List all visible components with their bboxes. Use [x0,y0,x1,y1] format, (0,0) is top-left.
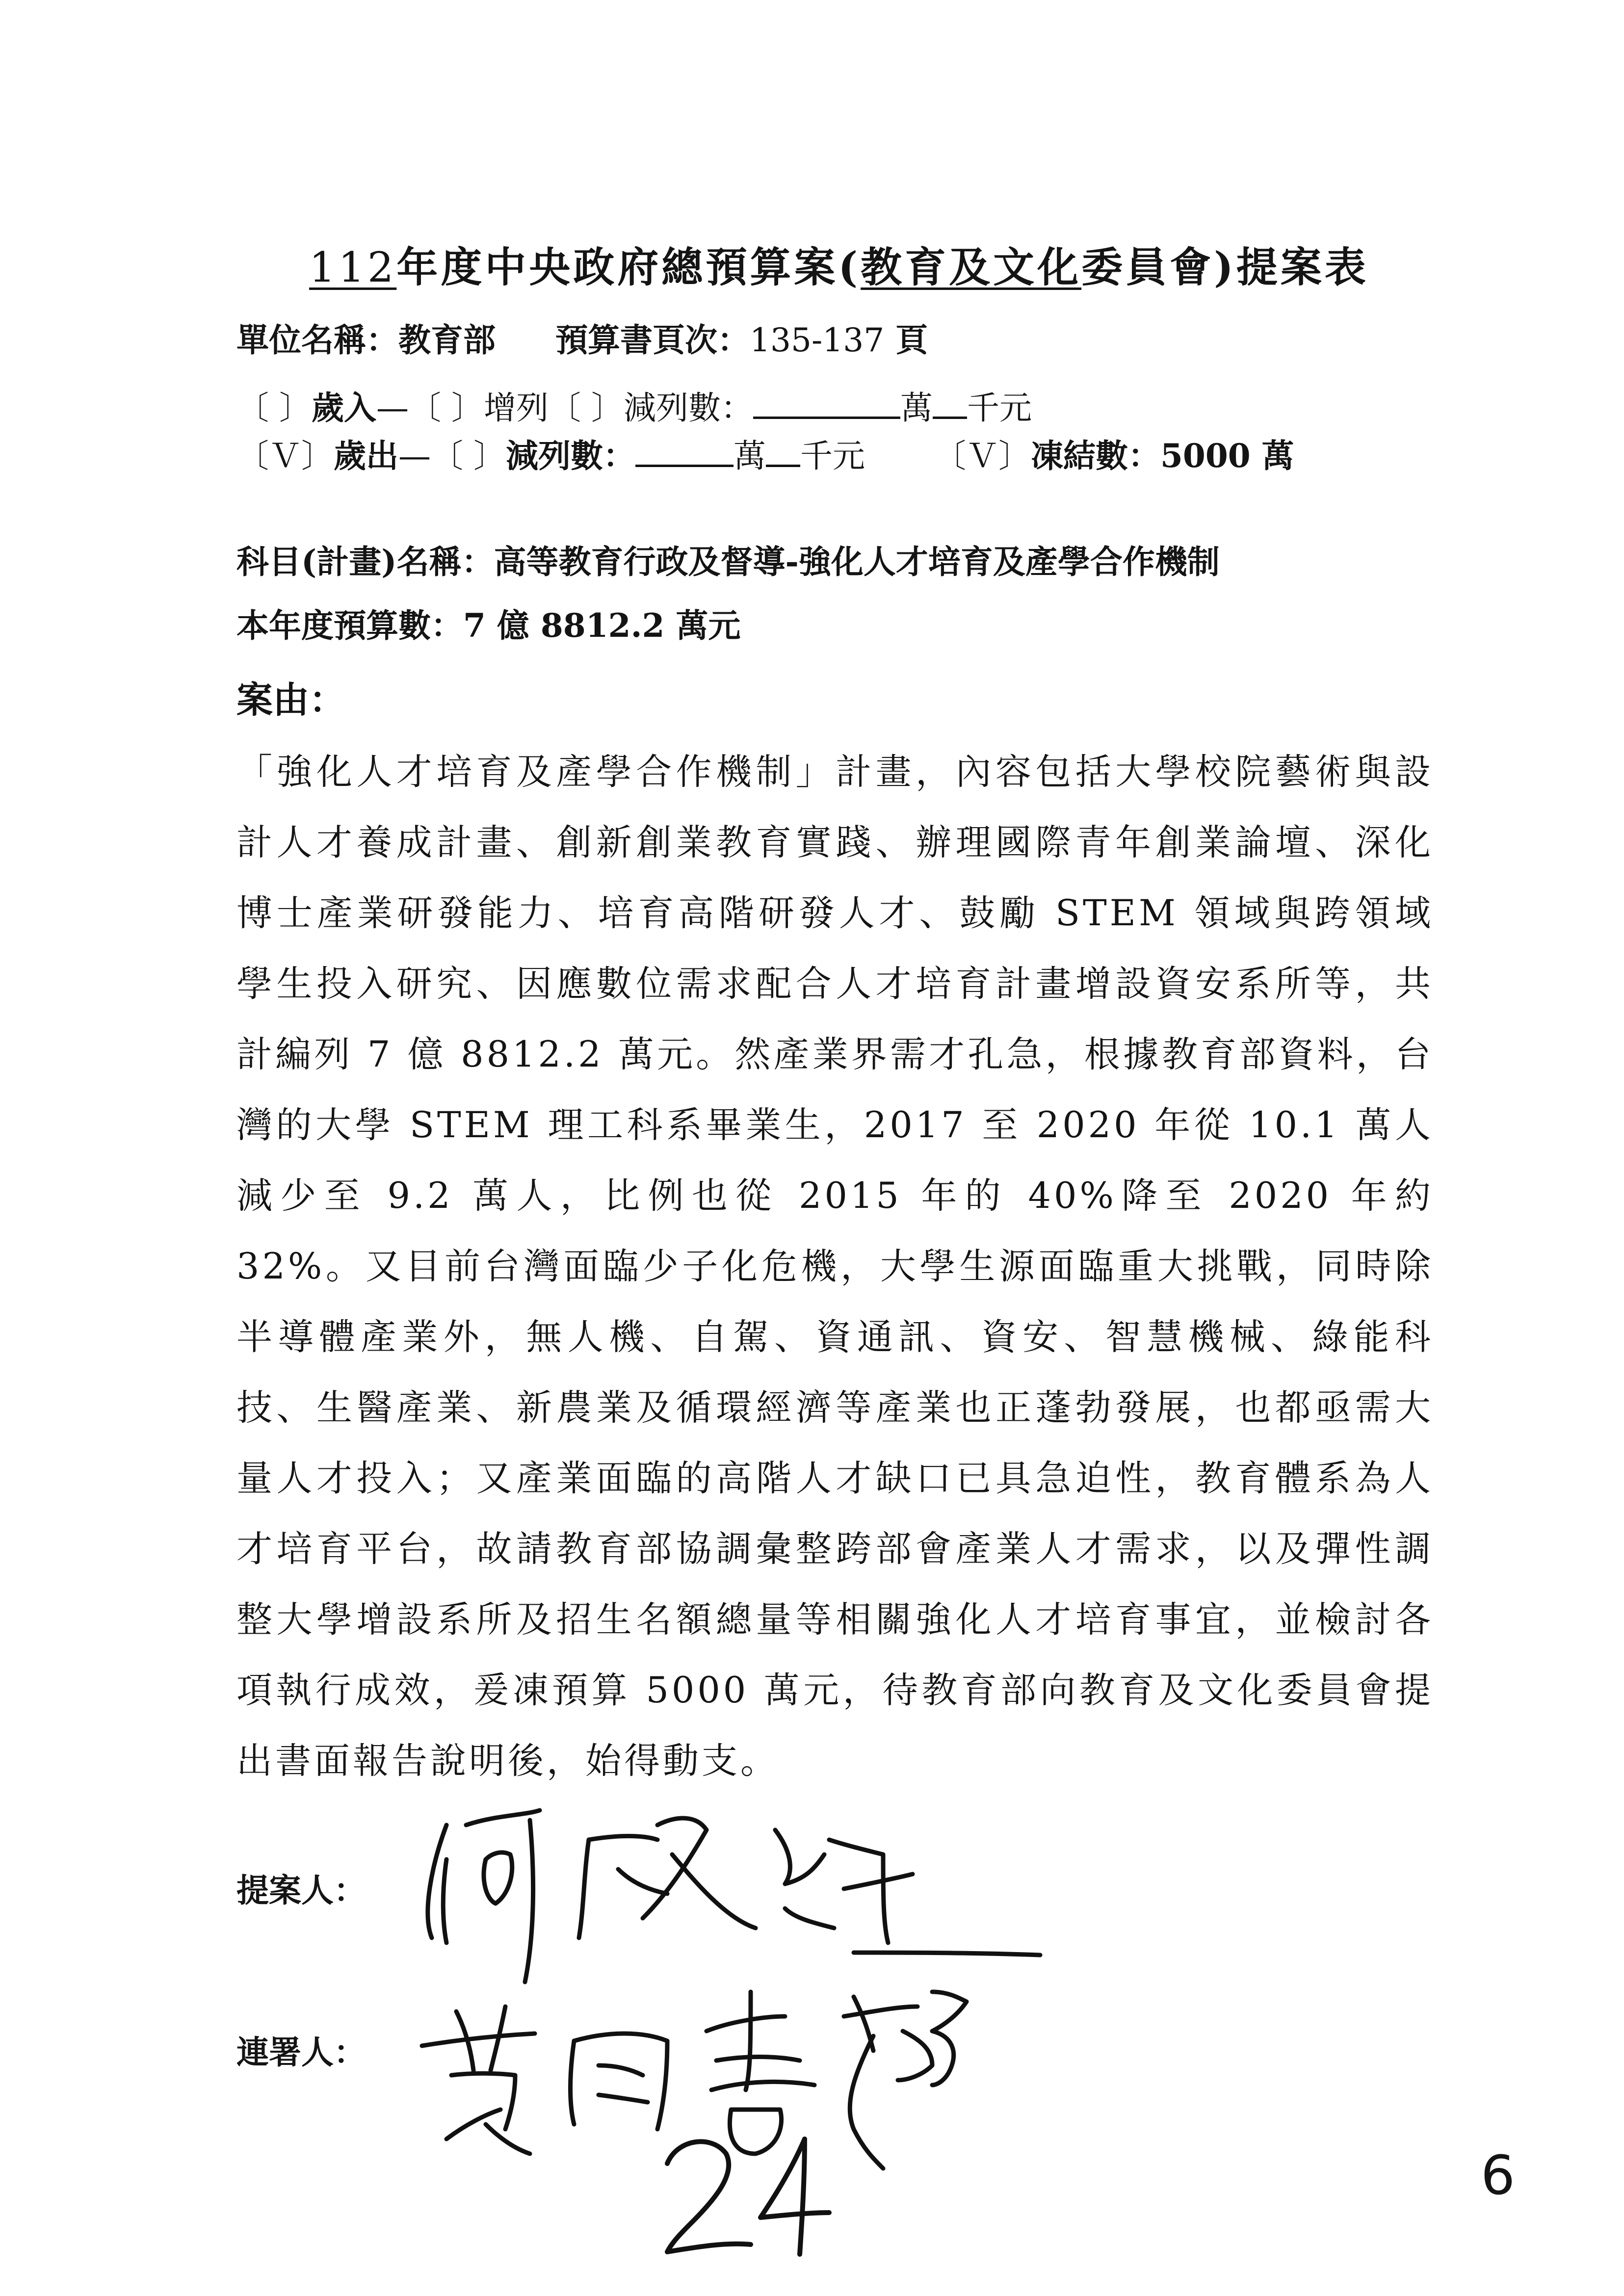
subject-line: 科目(計畫)名稱：高等教育行政及督導-強化人才培育及產學合作機制 [236,543,1220,581]
expense-qian-blank [766,437,800,467]
revenue-label: 歲入 [311,389,376,427]
reason-body: 「強化人才培育及產學合作機制」計畫，內容包括大學校院藝術與設計人才養成計畫、創新創業教育實踐、辦理國際青年創業論壇、深化博士產業研發能力、培育高階研發人才、鼓勵 STEM 領域與跨領域學生投入研究、因應數位需求配合人才培育計畫增設資安系所等，共計編列 7 億 8812.2 萬元。然產業界需才孔急，根據教育部資料，台灣的大學 STEM 理工科系畢業生，2017 至 2020 年從 10.1 萬人減少至 9.2 萬人，比例也從 2015 年的 40%降至 2020 年約 32%。又目前台灣面臨少子化危機，大學生源面臨重大挑戰，同時除半導體產業外，無人機、自駕、資通訊、資安、智慧機械、綠能科技、生醫產業、新農業及循環經濟等產業也正蓬勃發展，也都亟需大量人才投入；又產業面臨的高階人才缺口已具急迫性，教育體系為人才培育平台，故請教育部協調彙整跨部會產業人才需求，以及彈性調整大學增設系所及招生名額總量等相關強化人才培育事宜，並檢討各項執行成效，爰凍預算 5000 萬元，待教育部向教育及文化委員會提出書面報告說明後，始得動支。 [236,751,1434,1782]
expense-wan: 萬 [733,437,766,475]
budget-pages-value: 135-137 [749,321,885,359]
revenue-options: —〔 〕增列〔 〕減列數： [376,389,753,427]
title-year: 112 [309,243,397,291]
freeze-amount: 凍結數：5000 萬 [1030,437,1294,475]
handwritten-number [657,2129,834,2257]
expense-qianyuan: 千元 [800,437,865,475]
revenue-qianyuan: 千元 [967,389,1032,427]
expense-reduce: 減列數： [505,437,635,475]
budget-pages-unit: 頁 [884,321,928,359]
revenue-line [236,382,1032,428]
budget-pages-label: 預算書頁次： [555,321,750,359]
expense-options: —〔 〕 [398,437,506,475]
title-part1: 年度中央政府總預算案( [396,243,861,291]
revenue-checkbox: 〔 〕 [236,389,312,427]
title-part2: 委員會)提案表 [1081,243,1369,291]
reason-heading: 案由： [236,679,345,721]
proposer-label: 提案人： [236,1871,366,1909]
form-title [309,235,1369,294]
revenue-wan: 萬 [900,389,933,427]
revenue-qian-blank [933,389,967,419]
annual-budget: 本年度預算數：7 億 8812.2 萬元 [236,606,741,645]
expense-label: 歲出 [334,437,398,475]
expense-checkbox: 〔Ｖ〕 [236,437,334,475]
revenue-wan-blank [753,389,900,419]
expense-line [236,430,1294,476]
cosigner-label: 連署人： [236,2033,366,2071]
header-line [236,314,928,361]
freeze-checkbox: 〔Ｖ〕 [933,437,1031,475]
title-committee: 教育及文化 [861,243,1082,291]
expense-wan-blank [635,437,733,467]
unit-name: 單位名稱：教育部 [236,321,496,359]
page-number: 6 [1481,2144,1515,2207]
